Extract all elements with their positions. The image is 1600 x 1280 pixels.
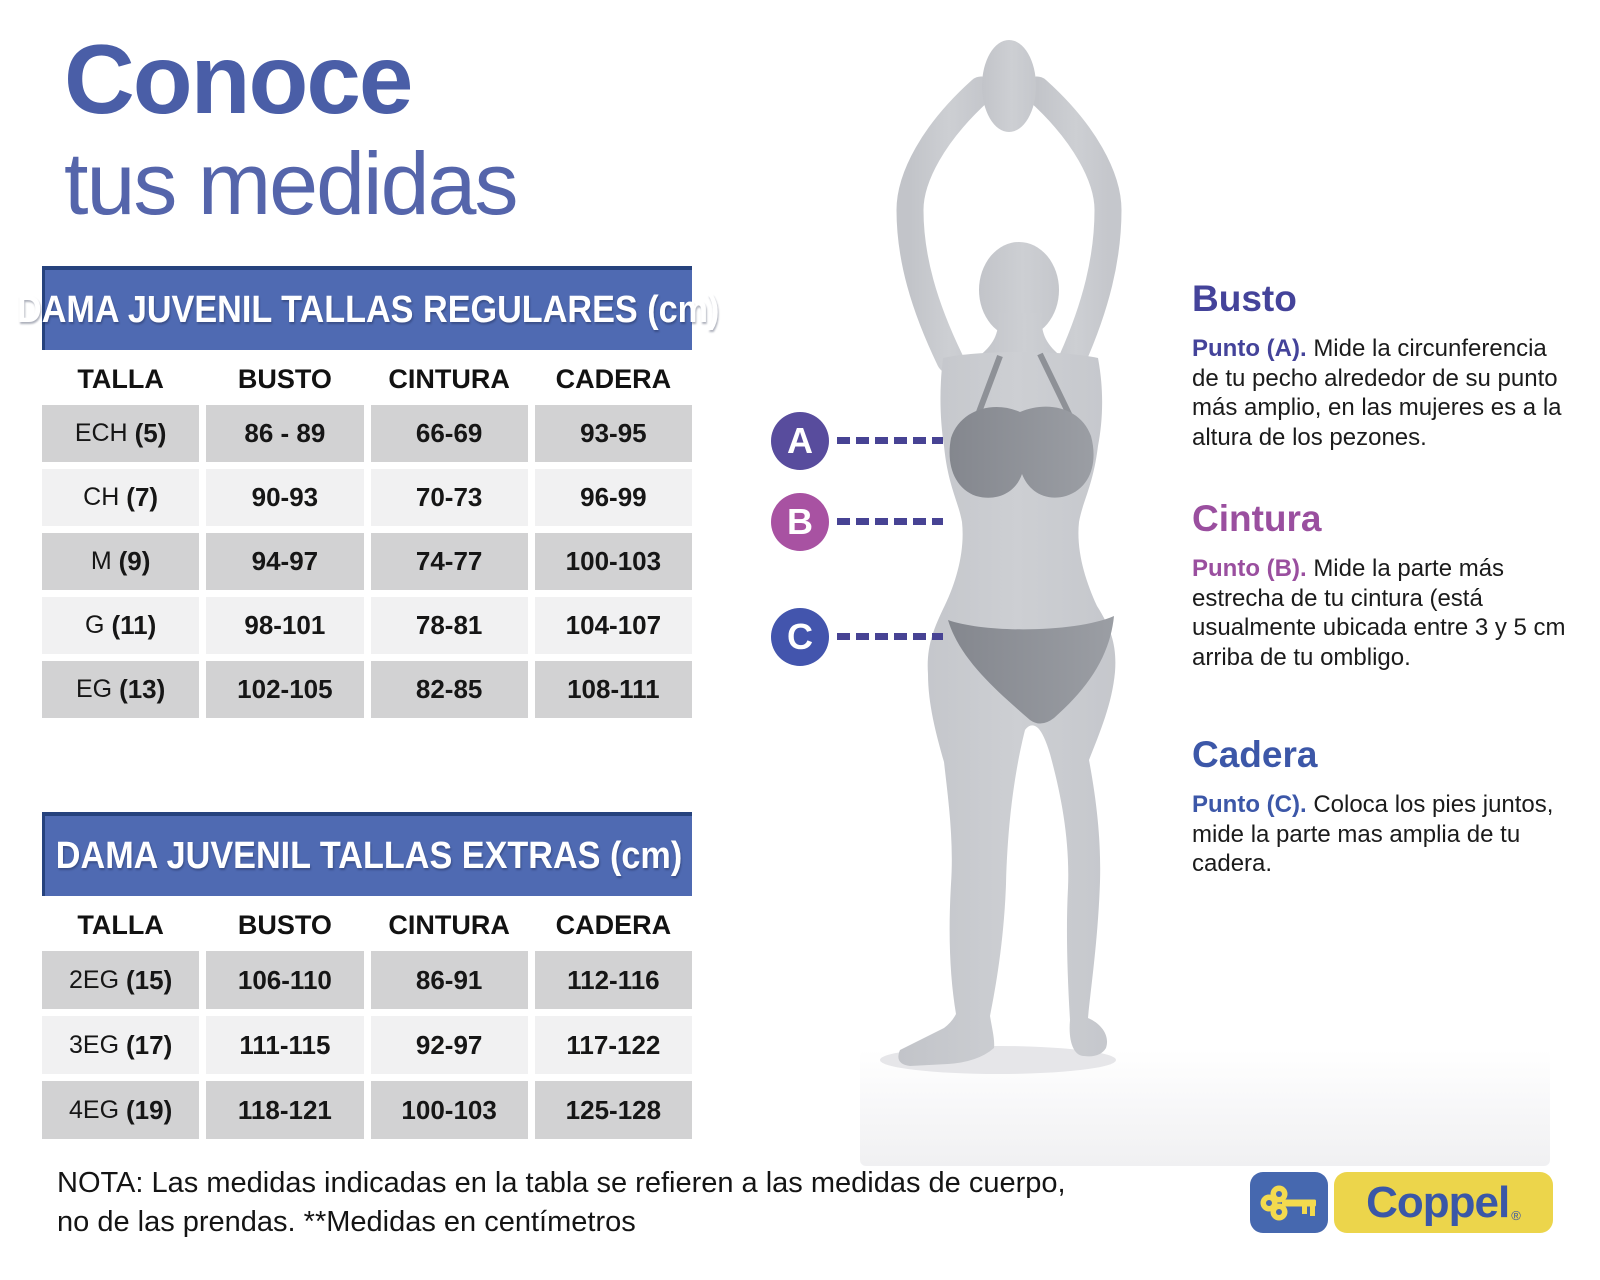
point-c-marker bbox=[771, 608, 829, 666]
cell-cintura: 74-77 bbox=[371, 533, 528, 590]
column-header-cadera: CADERA bbox=[555, 909, 672, 940]
coppel-wordmark: Coppel bbox=[1366, 1177, 1510, 1227]
point-b-reference: Punto (B). bbox=[1192, 555, 1307, 582]
table-extra-header-row bbox=[42, 899, 692, 951]
cell-cadera: 93-95 bbox=[535, 405, 692, 462]
point-a-label: A bbox=[787, 420, 813, 461]
cell-cadera: 117-122 bbox=[535, 1016, 692, 1074]
point-a-dashed-line bbox=[837, 437, 943, 444]
cell-busto: 118-121 bbox=[206, 1081, 363, 1139]
size-number: (15) bbox=[126, 964, 173, 995]
table-row bbox=[42, 951, 692, 1009]
point-b-label: B bbox=[787, 501, 813, 542]
cell-talla bbox=[42, 1016, 199, 1074]
size-number: (11) bbox=[111, 610, 157, 640]
point-b-dashed-line bbox=[837, 518, 943, 525]
column-header-busto: BUSTO bbox=[237, 909, 332, 940]
cell-cintura: 86-91 bbox=[371, 951, 528, 1009]
point-c-reference: Punto (C). bbox=[1192, 791, 1307, 818]
cell-talla bbox=[42, 661, 199, 718]
size-code: 4EG bbox=[68, 1095, 120, 1124]
cell-talla bbox=[42, 405, 199, 462]
title-line-2: tus medidas bbox=[64, 134, 517, 233]
cell-cintura: 66-69 bbox=[371, 405, 528, 462]
point-a-marker bbox=[771, 412, 829, 470]
section-cadera-text bbox=[1192, 790, 1566, 879]
size-number: (13) bbox=[119, 674, 166, 704]
size-code: 3EG bbox=[68, 1030, 120, 1059]
size-code: 2EG bbox=[68, 965, 120, 994]
table-regular-banner-label: DAMA JUVENIL TALLAS REGULARES (cm) bbox=[17, 288, 720, 331]
registered-mark: ® bbox=[1511, 1208, 1521, 1223]
point-a-reference: Punto (A). bbox=[1192, 335, 1307, 362]
point-b-marker bbox=[771, 493, 829, 551]
size-code: G bbox=[84, 611, 105, 639]
cell-busto: 94-97 bbox=[206, 533, 363, 590]
table-row bbox=[42, 405, 692, 462]
point-c-label: C bbox=[787, 616, 813, 657]
cell-talla bbox=[42, 951, 199, 1009]
section-busto-heading: Busto bbox=[1192, 278, 1297, 319]
cell-cintura: 78-81 bbox=[371, 597, 528, 654]
point-c-dashed-line bbox=[837, 633, 943, 640]
cell-cadera: 104-107 bbox=[535, 597, 692, 654]
cell-busto: 102-105 bbox=[206, 661, 363, 718]
column-header-cintura: CINTURA bbox=[388, 363, 510, 394]
cell-busto: 90-93 bbox=[206, 469, 363, 526]
cell-cadera: 96-99 bbox=[535, 469, 692, 526]
table-row bbox=[42, 1016, 692, 1074]
table-row bbox=[42, 661, 692, 718]
column-header-cadera: CADERA bbox=[555, 363, 672, 394]
size-code: EG bbox=[75, 675, 113, 703]
cell-busto: 98-101 bbox=[206, 597, 363, 654]
size-code: M bbox=[90, 547, 112, 575]
table-row bbox=[42, 597, 692, 654]
cell-talla bbox=[42, 533, 199, 590]
mannequin-illustration bbox=[848, 28, 1182, 1168]
section-cintura-body: Mide la parte más estrecha de tu cintura (está usualmente ubicada entre 3 y 5 cm arriba de tu ombligo. bbox=[1192, 555, 1566, 671]
size-number: (17) bbox=[126, 1029, 173, 1060]
section-cintura-heading: Cintura bbox=[1192, 498, 1322, 539]
size-number: (5) bbox=[134, 418, 167, 448]
table-regular-header-row bbox=[42, 353, 692, 405]
table-row bbox=[42, 469, 692, 526]
title-line-1: Conoce bbox=[64, 24, 412, 134]
key-icon-glyph bbox=[1259, 1183, 1319, 1223]
left-arm bbox=[910, 90, 981, 360]
key-icon bbox=[1250, 1172, 1328, 1233]
size-number: (19) bbox=[126, 1094, 173, 1125]
cell-cadera: 125-128 bbox=[535, 1081, 692, 1139]
cell-busto: 86 - 89 bbox=[206, 405, 363, 462]
page-title bbox=[64, 24, 517, 233]
section-cadera bbox=[1192, 734, 1566, 879]
table-row bbox=[42, 1081, 692, 1139]
cell-talla bbox=[42, 597, 199, 654]
section-cadera-heading: Cadera bbox=[1192, 734, 1318, 775]
section-cintura bbox=[1192, 498, 1566, 672]
cell-cintura: 70-73 bbox=[371, 469, 528, 526]
cell-cintura: 92-97 bbox=[371, 1016, 528, 1074]
size-number: (9) bbox=[118, 546, 151, 576]
table-regular-banner bbox=[17, 266, 720, 350]
footnote: NOTA: Las medidas indicadas en la tabla se refieren a las medidas de cuerpo, no de las prendas. **Medidas en centímetros bbox=[57, 1167, 1066, 1238]
table-extra-banner-label: DAMA JUVENIL TALLAS EXTRAS (cm) bbox=[55, 834, 682, 877]
cell-talla bbox=[42, 1081, 199, 1139]
coppel-wordmark-box bbox=[1334, 1172, 1553, 1233]
cell-cintura: 82-85 bbox=[371, 661, 528, 718]
cell-talla bbox=[42, 469, 199, 526]
section-cintura-text bbox=[1192, 554, 1566, 672]
cell-cintura: 100-103 bbox=[371, 1081, 528, 1139]
section-busto-text bbox=[1192, 334, 1566, 452]
column-header-talla: TALLA bbox=[77, 909, 164, 940]
size-code: CH bbox=[83, 483, 120, 511]
cell-busto: 106-110 bbox=[206, 951, 363, 1009]
table-row bbox=[42, 533, 692, 590]
size-code: ECH bbox=[74, 419, 128, 447]
size-number: (7) bbox=[126, 482, 159, 512]
body-figure bbox=[848, 28, 1182, 1168]
cell-cadera: 108-111 bbox=[535, 661, 692, 718]
hands bbox=[982, 40, 1036, 132]
section-busto bbox=[1192, 278, 1566, 452]
cell-cadera: 100-103 bbox=[535, 533, 692, 590]
coppel-logo bbox=[1250, 1172, 1553, 1233]
table-extra-banner bbox=[42, 812, 692, 896]
column-header-talla: TALLA bbox=[77, 363, 164, 394]
column-header-cintura: CINTURA bbox=[388, 909, 510, 940]
table-regular-sizes bbox=[17, 266, 720, 725]
table-extra-sizes bbox=[42, 812, 692, 1146]
cell-cadera: 112-116 bbox=[535, 951, 692, 1009]
section-cadera-body: Coloca los pies juntos, mide la parte mas amplia de tu cadera. bbox=[1192, 791, 1554, 877]
cell-busto: 111-115 bbox=[206, 1016, 363, 1074]
column-header-busto: BUSTO bbox=[237, 363, 332, 394]
section-busto-body: Mide la circunferencia de tu pecho alrededor de su punto más amplio, en las mujeres es a la altura de los pezones. bbox=[1192, 335, 1562, 451]
